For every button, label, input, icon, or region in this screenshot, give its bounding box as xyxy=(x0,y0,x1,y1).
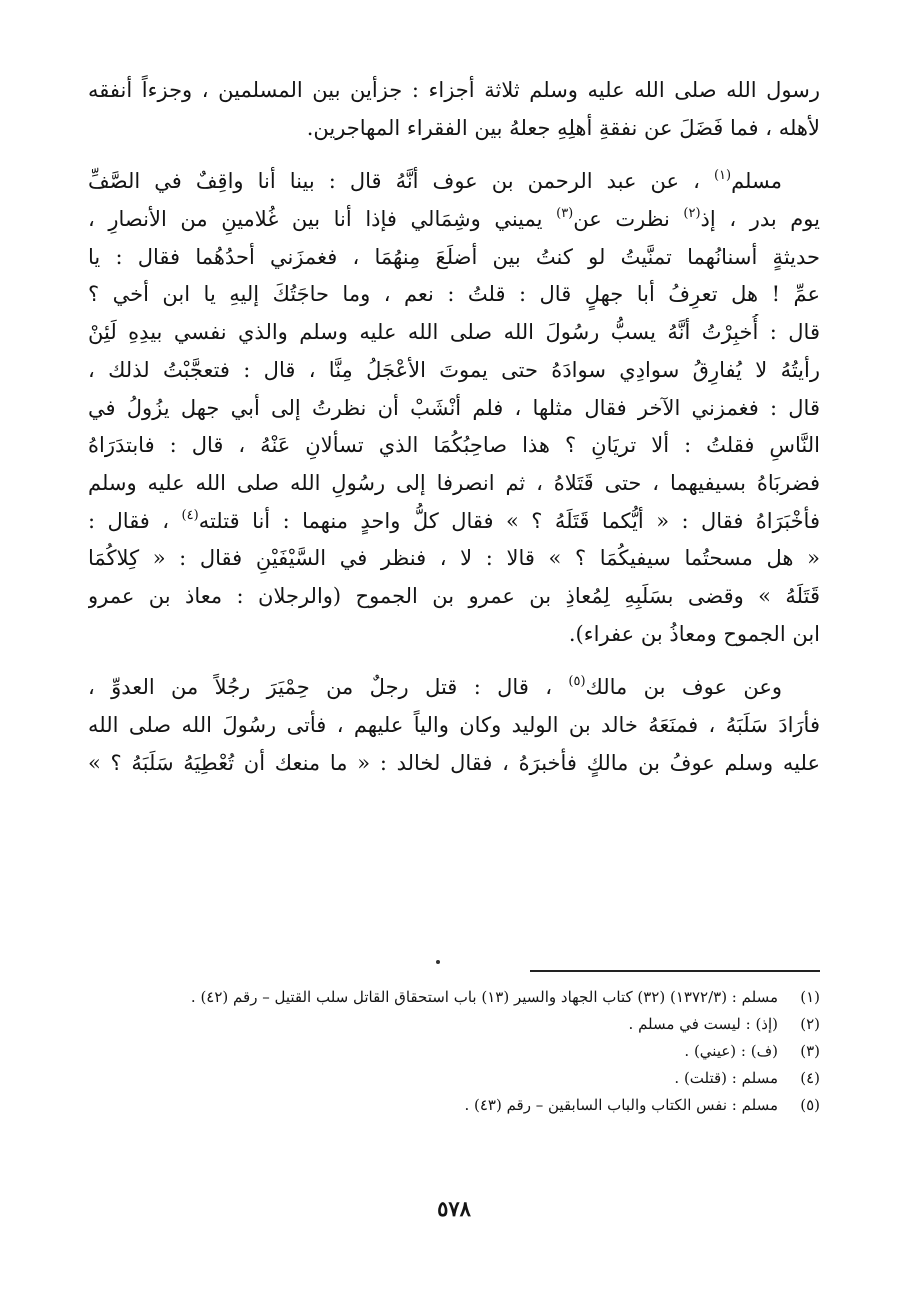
footnote xyxy=(88,1038,820,1065)
text-line: رأيتُهُ لا يُفارِقُ سوادِي سوادَهُ حتى يموتَ الأعْجَلُ مِنَّا ، قال : فتعجَّبْتُ لذلك ، xyxy=(88,357,820,382)
footnote-divider xyxy=(530,970,820,972)
footnote-text: مسلم : (قتلت) . xyxy=(674,1069,778,1087)
text-segment: نظرت عن xyxy=(573,207,684,232)
text-line: رسول الله صلى الله عليه وسلم ثلاثة أجزاء : جزأين بين المسلمين ، وجزءاً أنفقه xyxy=(88,78,820,102)
text-segment: وعن عوف بن مالك xyxy=(585,675,782,700)
text-segment: فأخْبَرَاهُ فقال : « أيُّكما قَتَلَهُ ؟ » فقال كلُّ واحدٍ منهما : أنا قتلته xyxy=(198,508,820,533)
page-number: ٥٧٨ xyxy=(437,1196,471,1221)
footnote-text: مسلم : (١٣٧٢/٣) (٣٢) كتاب الجهاد والسير (١٣) باب استحقاق القاتل سلب القتيل – رقم (٤٢) . xyxy=(190,988,778,1006)
text-line: قَتَلَهُ » وقضى بسَلَبِهِ لِمُعاذِ بن عمرو بن الجموح (والرجلان : معاذ بن عمرو xyxy=(88,583,820,608)
paragraph-gap xyxy=(88,147,820,163)
text-line xyxy=(88,503,820,541)
footnote-ref: (٢) xyxy=(683,206,701,222)
paragraph-gap xyxy=(88,653,820,669)
text-segment: يميني وشِمَالي فإذا أنا بين غُلامينِ من الأنصارِ ، xyxy=(88,207,557,232)
footnote-number: (٥) xyxy=(800,1096,820,1114)
footnote xyxy=(88,984,820,1011)
text-line: عليه وسلم عوفُ بن مالكٍ فأخبرَهُ ، فقال لخالد : « ما منعك أن تُعْطِيَهُ سَلَبَهُ ؟ » xyxy=(88,750,820,775)
text-segment: ، عن عبد الرحمن بن عوف أنَّهُ قال : بينا أنا واقِفٌ في الصَّفِّ xyxy=(88,169,714,194)
footnote-number: (٤) xyxy=(800,1069,820,1087)
footnote-number: (٣) xyxy=(800,1042,820,1060)
text-line: النَّاسِ فقلتُ : ألا تريَانِ ؟ هذا صاحِبُكُمَا الذي تسألانِ عَنْهُ ، قال : فابتدَرَاهُ xyxy=(88,433,820,458)
text-line: فأرَادَ سَلَبَهُ ، فمنَعَهُ خالد بن الوليد وكان والياً عليهم ، فأتى رسُولَ الله صلى الله xyxy=(88,713,820,737)
text-segment: ، فقال : xyxy=(88,508,182,533)
text-segment: يوم بدر ، إذ xyxy=(700,207,820,232)
footnotes xyxy=(88,984,820,1119)
text-line: لأهله ، فما فَضَلَ عن نفقةِ أهلِهِ جعلهُ بين الفقراء المهاجرين. xyxy=(306,115,820,140)
footnote-number: (٢) xyxy=(800,1015,820,1033)
text-line: فضربَاهُ بسيفيهما ، حتى قَتَلاهُ ، ثم انصرفا إلى رسُولِ الله صلى الله عليه وسلم xyxy=(88,470,820,495)
text-segment: مسلم xyxy=(731,169,782,194)
footnote xyxy=(88,1011,820,1038)
separator-dot xyxy=(436,960,440,964)
footnote-ref: (٣) xyxy=(556,206,574,222)
footnote-ref: (١) xyxy=(713,168,732,184)
footnote-number: (١) xyxy=(800,988,820,1006)
main-text xyxy=(88,72,820,782)
footnote-ref: (٤) xyxy=(181,507,199,523)
text-line: قال : أُخبِرْتُ أنَّهُ يسبُّ رسُولَ الله صلى الله عليه وسلم والذي نفسي بيدِهِ لَئِنْ xyxy=(88,320,820,345)
footnote-ref: (٥) xyxy=(568,674,586,690)
text-segment: ، قال : قتل رجلٌ من حِمْيَرَ رجُلاً من العدوِّ ، xyxy=(88,675,569,700)
footnote-text: مسلم : نفس الكتاب والباب السابقين – رقم (٤٣) . xyxy=(464,1096,778,1114)
footnote-text: (ف) : (عيني) . xyxy=(684,1042,778,1060)
text-line xyxy=(88,669,820,707)
text-line: حديثةٍ أسنانُهما تمنَّيتُ لو كنتُ بين أضلَعَ مِنهُمَا ، فغمزَني أحدُهُما فقال : يا xyxy=(88,244,820,269)
text-line: ابن الجموح ومعاذُ بن عفراء). xyxy=(568,621,820,646)
book-page xyxy=(88,72,820,1252)
footnote xyxy=(88,1092,820,1119)
footnote xyxy=(88,1065,820,1092)
text-line xyxy=(88,163,820,201)
text-line: « هل مسحتُما سيفيكُمَا ؟ » قالا : لا ، فنظر في السَّيْفَيْنِ فقال : « كِلاكُمَا xyxy=(88,546,820,571)
text-line: قال : فغمزني الآخر فقال مثلها ، فلم أنْشَبْ أن نظرتُ إلى أبي جهل يزُولُ في xyxy=(88,395,820,420)
text-line: عمِّ ! هل تعرِفُ أبا جهلٍ قال : قلتُ : نعم ، وما حاجَتُكَ إليهِ يا ابن أخي ؟ xyxy=(88,282,820,307)
footnote-text: (إذ) : ليست في مسلم . xyxy=(628,1015,778,1033)
text-line xyxy=(88,201,820,239)
